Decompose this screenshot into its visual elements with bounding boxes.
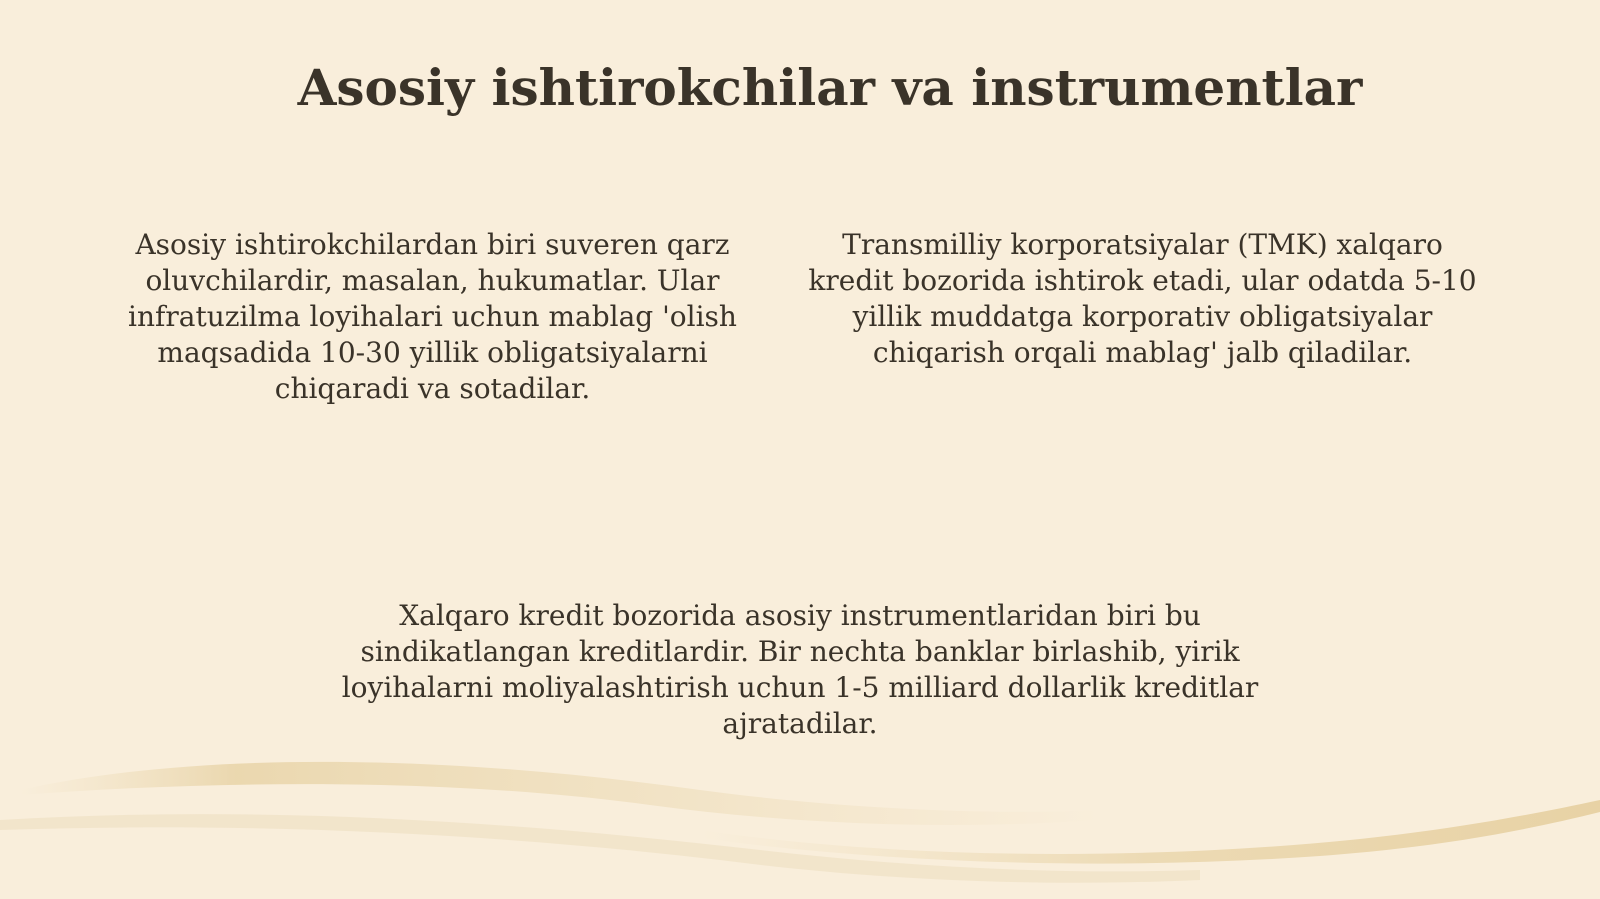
slide-title: Asosiy ishtirokchilar va instrumentlar bbox=[297, 58, 1363, 117]
paragraph-transnational-corporations: Transmilliy korporatsiyalar (TMK) xalqaro kredit bozorida ishtirok etadi, ular odatda 5-10 yillik muddatga korporativ obligatsiyalar chiqarish orqali mablag' jalb qiladilar. bbox=[808, 228, 1477, 369]
paragraph-syndicated-loans: Xalqaro kredit bozorida asosiy instrumentlaridan biri bu sindikatlangan kreditlardir. Bir nechta banklar birlashib, yirik loyihalarni moliyalashtirish uchun 1-5 milliard dollarlik kreditlar ajratadilar. bbox=[341, 599, 1259, 740]
paragraph-sovereign-borrowers: Asosiy ishtirokchilardan biri suveren qarz oluvchilardir, masalan, hukumatlar. Ular infratuzilma loyihalari uchun mablag 'olish maqsadida 10-30 yillik obligatsiyalarni chiqaradi va sotadilar. bbox=[128, 228, 737, 405]
